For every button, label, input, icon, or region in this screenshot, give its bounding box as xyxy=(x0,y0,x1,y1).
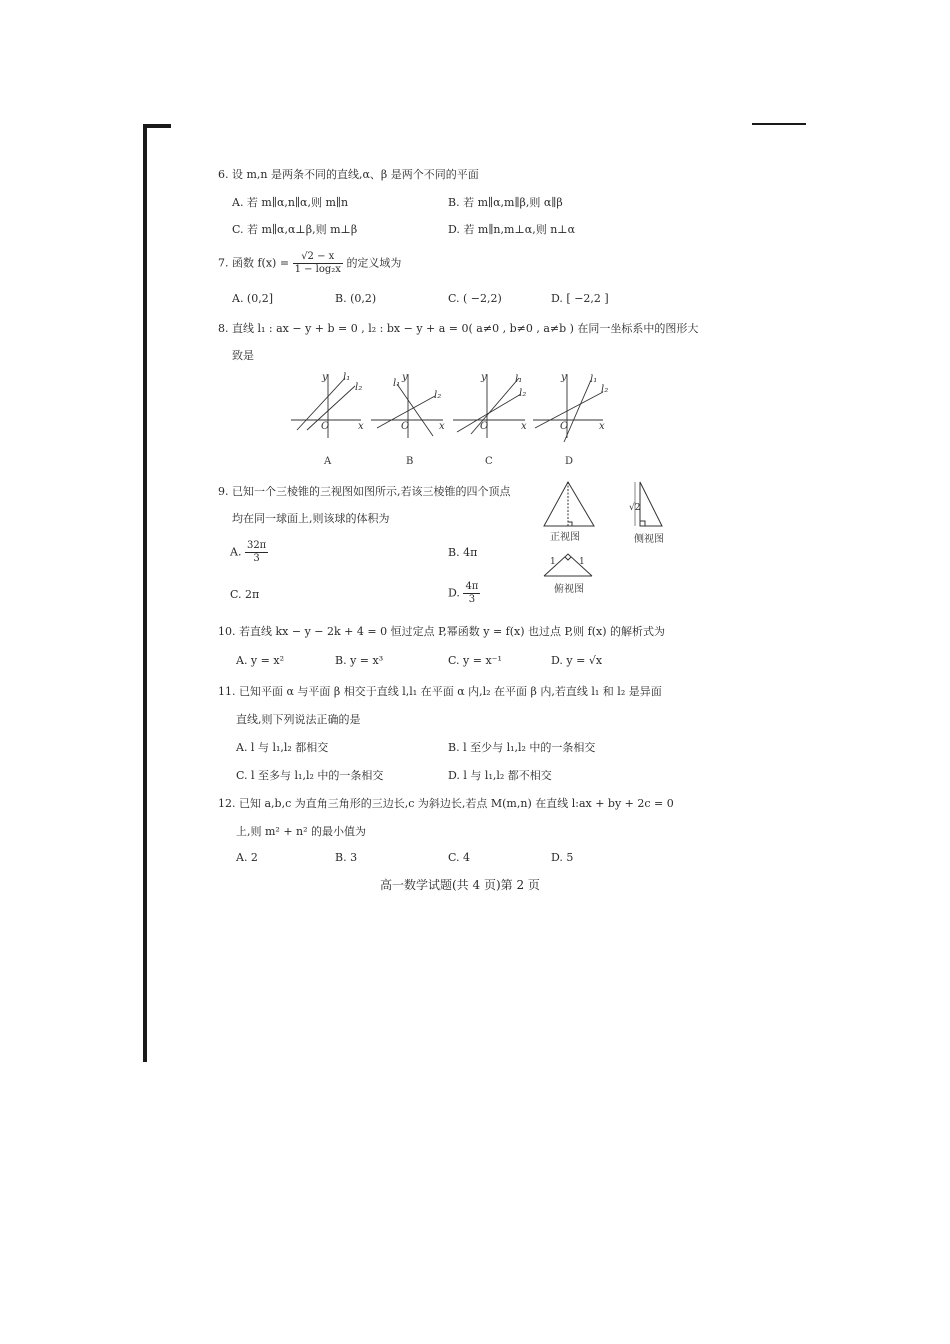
q6-option-a: A. 若 m∥α,n∥α,则 m∥n xyxy=(232,196,349,209)
q8-d-origin: O xyxy=(560,421,569,432)
q7-stem-suffix: 的定义域为 xyxy=(346,256,402,270)
q12-option-d: D. 5 xyxy=(551,851,574,864)
q7-option-a: A. (0,2] xyxy=(232,292,274,305)
q8-a-l2-label: l₂ xyxy=(355,382,363,393)
q11-option-a: A. l 与 l₁,l₂ 都相交 xyxy=(236,741,329,754)
q9-top-view-label: 俯视图 xyxy=(554,584,584,595)
q7-option-b: B. (0,2) xyxy=(335,292,377,305)
q8-a-l1-label: l₁ xyxy=(343,372,351,383)
q12-option-a: A. 2 xyxy=(236,851,258,864)
q8-graph-c-label: C xyxy=(485,456,493,467)
q10-stem: 10. 若直线 kx − y − 2k + 4 = 0 恒过定点 P,幂函数 y = f(x) 也过点 P,则 f(x) 的解析式为 xyxy=(218,625,666,638)
q9-option-b: B. 4π xyxy=(448,546,478,559)
q9-option-d-fraction xyxy=(463,581,480,606)
q7-stem-prefix: 7. 函数 f(x) = xyxy=(218,256,290,270)
q8-c-line-l1 xyxy=(471,378,519,434)
q10-option-c: C. y = x⁻¹ xyxy=(448,654,502,667)
q8-stem-line1: 8. 直线 l₁ : ax − y + b = 0 , l₂ : bx − y + a = 0( a≠0 , b≠0 , a≠b ) 在同一坐标系中的图形大 xyxy=(218,322,699,335)
q8-d-line-l2 xyxy=(535,392,603,428)
q9-side-view-label: 侧视图 xyxy=(634,534,664,545)
q8-graph-a-label: A xyxy=(324,456,332,467)
q8-b-l2-label: l₂ xyxy=(434,390,442,401)
q6-option-c: C. 若 m∥α,α⊥β,则 m⊥β xyxy=(232,223,358,236)
q8-a-y-label: y xyxy=(322,372,328,383)
q9-option-a-fraction xyxy=(245,540,268,565)
q10-option-d: D. y = √x xyxy=(551,654,603,667)
q6-stem: 6. 设 m,n 是两条不同的直线,α、β 是两个不同的平面 xyxy=(218,168,479,181)
q9-option-d-prefix: D. xyxy=(448,586,460,600)
q9-stem-line2: 均在同一球面上,则该球的体积为 xyxy=(232,512,390,525)
q8-b-l1-label: l₁ xyxy=(393,378,401,389)
q8-c-origin: O xyxy=(480,421,489,432)
binding-line-left xyxy=(143,124,147,1062)
q8-graph-d-label: D xyxy=(565,456,574,467)
q9-three-views xyxy=(538,478,680,598)
q8-c-l2-label: l₂ xyxy=(519,388,527,399)
q7-fraction-numerator: √2 − x xyxy=(293,251,343,264)
q8-b-y-label: y xyxy=(402,372,408,383)
q9-top-right-length: 1 xyxy=(579,557,585,567)
q12-option-c: C. 4 xyxy=(448,851,471,864)
q8-stem-line2: 致是 xyxy=(232,349,254,362)
q6-option-d: D. 若 m∥n,m⊥α,则 n⊥α xyxy=(448,223,576,236)
q9-option-c: C. 2π xyxy=(230,588,260,601)
q9-option-a xyxy=(230,540,268,565)
q8-d-x-label: x xyxy=(599,421,605,432)
q9-front-view-label: 正视图 xyxy=(550,532,580,543)
q7-stem xyxy=(218,251,401,276)
q8-graphs xyxy=(285,368,615,472)
q9-front-view xyxy=(544,482,594,526)
q12-stem-line2: 上,则 m² + n² 的最小值为 xyxy=(236,825,367,838)
q11-stem-line2: 直线,则下列说法正确的是 xyxy=(236,713,361,726)
q12-stem-line1: 12. 已知 a,b,c 为直角三角形的三边长,c 为斜边长,若点 M(m,n) 在直线 l:ax + by + 2c = 0 xyxy=(218,797,674,810)
q7-option-d: D. [ −2,2 ] xyxy=(551,292,609,305)
q8-c-l1-label: l₁ xyxy=(515,374,523,385)
q8-d-l1-label: l₁ xyxy=(590,374,598,385)
q8-d-y-label: y xyxy=(561,372,567,383)
binding-line-top-right xyxy=(752,123,806,125)
q9-option-d-denominator: 3 xyxy=(468,594,476,605)
q8-c-y-label: y xyxy=(481,372,487,383)
page-footer: 高一数学试题(共 4 页)第 2 页 xyxy=(380,878,540,892)
q7-fraction xyxy=(293,251,343,276)
q12-option-b: B. 3 xyxy=(335,851,358,864)
q9-option-a-numerator: 32π xyxy=(246,540,267,551)
q8-d-l2-label: l₂ xyxy=(601,384,609,395)
q9-option-d xyxy=(448,581,480,606)
q8-a-origin: O xyxy=(321,421,330,432)
q11-option-b: B. l 至少与 l₁,l₂ 中的一条相交 xyxy=(448,741,596,754)
q9-top-left-length: 1 xyxy=(550,557,556,567)
q8-b-origin: O xyxy=(401,421,410,432)
q10-option-a: A. y = x² xyxy=(236,654,284,667)
q9-sqrt2-label: √2 xyxy=(629,503,641,513)
q7-fraction-denominator: 1 − log₂x xyxy=(294,264,341,275)
q8-c-line-l2 xyxy=(457,394,521,432)
q11-option-c: C. l 至多与 l₁,l₂ 中的一条相交 xyxy=(236,769,384,782)
q9-option-d-numerator: 4π xyxy=(465,581,479,592)
q10-option-b: B. y = x³ xyxy=(335,654,384,667)
q9-stem-line1: 9. 已知一个三棱锥的三视图如图所示,若该三棱锥的四个顶点 xyxy=(218,485,511,498)
q8-a-x-label: x xyxy=(358,421,364,432)
q8-b-x-label: x xyxy=(439,421,445,432)
q9-option-a-denominator: 3 xyxy=(253,553,260,564)
q9-option-a-prefix: A. xyxy=(230,545,242,559)
binding-line-top-left xyxy=(143,124,171,128)
q11-option-d: D. l 与 l₁,l₂ 都不相交 xyxy=(448,769,552,782)
q11-stem-line1: 11. 已知平面 α 与平面 β 相交于直线 l,l₁ 在平面 α 内,l₂ 在平面 β 内,若直线 l₁ 和 l₂ 是异面 xyxy=(218,685,662,698)
q7-option-c: C. ( −2,2) xyxy=(448,292,502,305)
q8-graph-b-label: B xyxy=(406,456,414,467)
q6-option-b: B. 若 m∥α,m∥β,则 α∥β xyxy=(448,196,563,209)
q8-c-x-label: x xyxy=(521,421,527,432)
